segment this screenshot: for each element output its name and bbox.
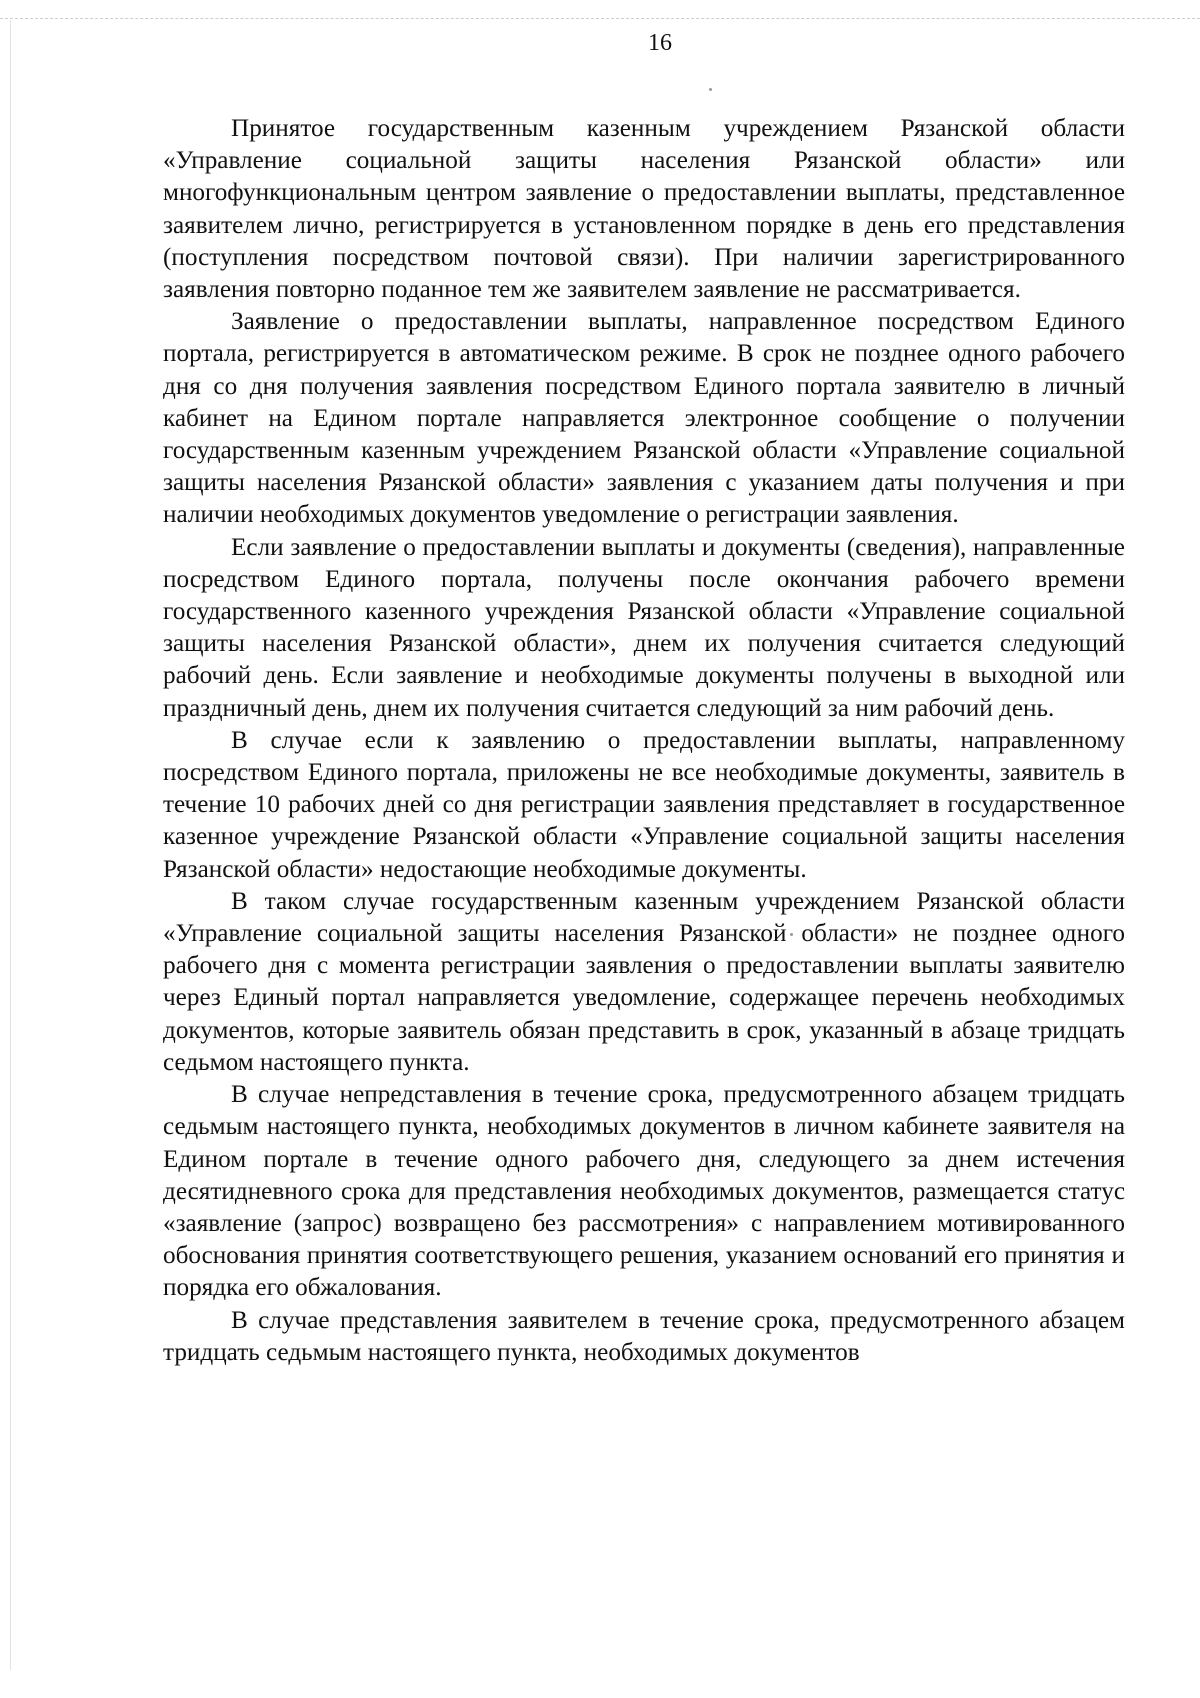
paragraph: Если заявление о предоставлении выплаты и документы (сведения), направленные посредством Единого портала, получены после окончания рабочего времени государственного казенного учреждения Рязанской области «Управление социальной защиты населения Рязанской области», днем их получения считается следующий рабочий день. Если заявление и необходимые документы получены в выходной или праздничный день, днем их получения считается следующий за ним рабочий день. xyxy=(163,533,1125,722)
page-number: 16 xyxy=(648,30,672,56)
paragraph: В таком случае государственным казенным учреждением Рязанской области «Управление социальной защиты населения Рязанской области» не позднее одного рабочего дня с момента регистрации заявления о предоставлении выплаты заявителю через Единый портал направляется уведомление, содержащее перечень необходимых документов, которые заявитель обязан представить в срок, указанный в абзаце тридцать седьмом настоящего пункта. xyxy=(163,887,1125,1076)
paragraph: В случае непредставления в течение срока, предусмотренного абзацем тридцать седьмым настоящего пункта, необходимых документов в личном кабинете заявителя на Едином портале в течение одного рабочего дня, следующего за днем истечения десятидневного срока для представления необходимых документов, размещается статус «заявление (запрос) возвращено без рассмотрения» с направлением мотивированного обоснования принятия соответствующего решения, указанием оснований его принятия и порядка его обжалования. xyxy=(163,1081,1125,1302)
paragraph: В случае представления заявителем в течение срока, предусмотренного абзацем тридцать седьмым настоящего пункта, необходимых документов xyxy=(163,1306,1125,1366)
document-body xyxy=(163,113,1125,1369)
paragraph: В случае если к заявлению о предоставлении выплаты, направленному посредством Единого портала, приложены не все необходимые документы, заявитель в течение 10 рабочих дней со дня регистрации заявления представляет в государственное казенное учреждение Рязанской области «Управление социальной защиты населения Рязанской области» недостающие необходимые документы. xyxy=(163,726,1125,883)
scan-edge-left xyxy=(10,20,11,1670)
scan-dot xyxy=(709,88,712,91)
paragraph: Заявление о предоставлении выплаты, направленное посредством Единого портала, регистрируется в автоматическом режиме. В срок не позднее одного рабочего дня со дня получения заявления посредством Единого портала заявителю в личный кабинет на Едином портале направляется электронное сообщение о получении государственным казенным учреждением Рязанской области «Управление социальной защиты населения Рязанской области» заявления с указанием даты получения и при наличии необходимых документов уведомление о регистрации заявления. xyxy=(163,308,1125,529)
paragraph: Принятое государственным казенным учреждением Рязанской области «Управление социальной защиты населения Рязанской области» или многофункциональным центром заявление о предоставлении выплаты, представленное заявителем лично, регистрируется в установленном порядке в день его представления (поступления посредством почтовой связи). При наличии зарегистрированного заявления повторно поданное тем же заявителем заявление не рассматривается. xyxy=(163,115,1125,304)
scan-edge-top xyxy=(0,18,1200,19)
